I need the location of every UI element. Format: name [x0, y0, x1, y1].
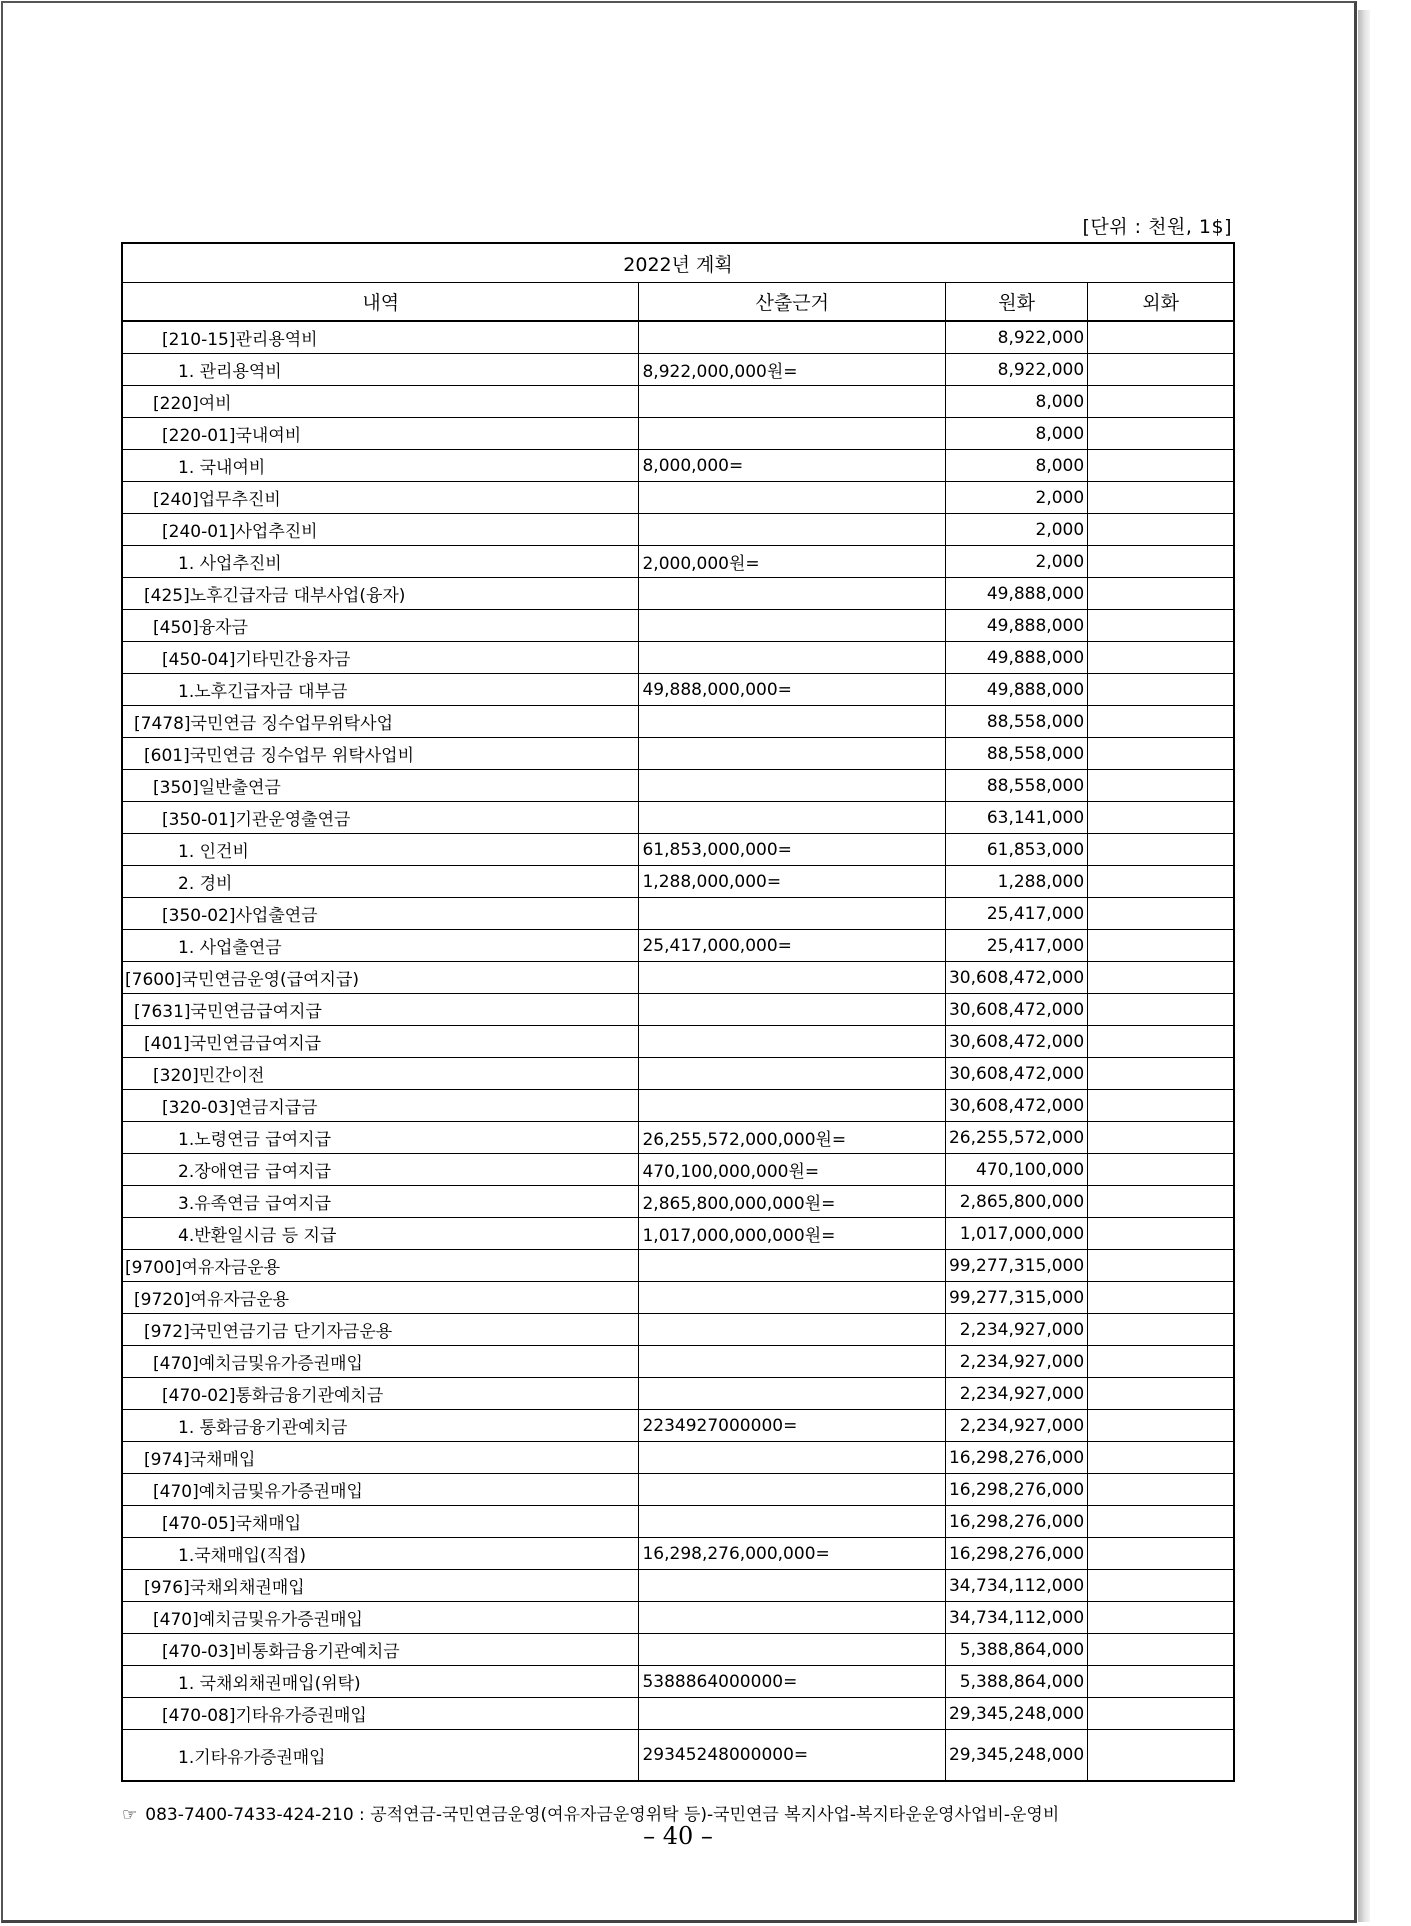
- row-foreign-amount: [1088, 1666, 1234, 1698]
- row-description: 1. 사업출연금: [122, 930, 639, 962]
- row-foreign-amount: [1088, 674, 1234, 706]
- row-calculation-basis: [639, 386, 946, 418]
- table-row: [122, 962, 1234, 994]
- row-calculation-basis: [639, 770, 946, 802]
- table-row: [122, 1538, 1234, 1570]
- table-row: [122, 1378, 1234, 1410]
- table-row: [122, 866, 1234, 898]
- row-calculation-basis: 1,017,000,000,000원=: [639, 1218, 946, 1250]
- row-krw-amount: 16,298,276,000: [945, 1506, 1087, 1538]
- row-description: [976]국채외채권매입: [122, 1570, 639, 1602]
- table-row: [122, 610, 1234, 642]
- row-krw-amount: 1,288,000: [945, 866, 1087, 898]
- row-description: [320]민간이전: [122, 1058, 639, 1090]
- row-foreign-amount: [1088, 834, 1234, 866]
- table-row: [122, 1602, 1234, 1634]
- row-krw-amount: 5,388,864,000: [945, 1634, 1087, 1666]
- row-foreign-amount: [1088, 578, 1234, 610]
- row-foreign-amount: [1088, 1026, 1234, 1058]
- row-foreign-amount: [1088, 866, 1234, 898]
- table-row: [122, 770, 1234, 802]
- row-krw-amount: 26,255,572,000: [945, 1122, 1087, 1154]
- row-calculation-basis: [639, 1634, 946, 1666]
- row-foreign-amount: [1088, 802, 1234, 834]
- row-calculation-basis: 16,298,276,000,000=: [639, 1538, 946, 1570]
- column-header-krw: 원화: [945, 283, 1087, 322]
- row-foreign-amount: [1088, 610, 1234, 642]
- row-foreign-amount: [1088, 1698, 1234, 1730]
- row-foreign-amount: [1088, 1378, 1234, 1410]
- table-body: [122, 321, 1234, 1781]
- row-krw-amount: 30,608,472,000: [945, 1090, 1087, 1122]
- row-krw-amount: 8,000: [945, 386, 1087, 418]
- row-foreign-amount: [1088, 1730, 1234, 1782]
- row-krw-amount: 49,888,000: [945, 578, 1087, 610]
- row-description: [470-05]국채매입: [122, 1506, 639, 1538]
- row-description: 1. 국내여비: [122, 450, 639, 482]
- table-row: [122, 1346, 1234, 1378]
- row-description: 1. 관리용역비: [122, 354, 639, 386]
- row-foreign-amount: [1088, 898, 1234, 930]
- row-krw-amount: 29,345,248,000: [945, 1730, 1087, 1782]
- row-calculation-basis: [639, 610, 946, 642]
- table-row: [122, 1218, 1234, 1250]
- row-foreign-amount: [1088, 1570, 1234, 1602]
- row-description: 1. 인건비: [122, 834, 639, 866]
- row-calculation-basis: 25,417,000,000=: [639, 930, 946, 962]
- row-calculation-basis: [639, 1058, 946, 1090]
- row-description: [350-02]사업출연금: [122, 898, 639, 930]
- table-row: [122, 802, 1234, 834]
- row-foreign-amount: [1088, 1410, 1234, 1442]
- row-calculation-basis: [639, 962, 946, 994]
- table-row: [122, 930, 1234, 962]
- row-calculation-basis: 2234927000000=: [639, 1410, 946, 1442]
- row-foreign-amount: [1088, 642, 1234, 674]
- row-calculation-basis: 2,865,800,000,000원=: [639, 1186, 946, 1218]
- row-calculation-basis: [639, 1570, 946, 1602]
- row-description: 1. 통화금융기관예치금: [122, 1410, 639, 1442]
- row-foreign-amount: [1088, 450, 1234, 482]
- column-header-fx: 외화: [1088, 283, 1234, 322]
- row-calculation-basis: [639, 418, 946, 450]
- row-calculation-basis: 2,000,000원=: [639, 546, 946, 578]
- table-row: [122, 834, 1234, 866]
- row-krw-amount: 16,298,276,000: [945, 1474, 1087, 1506]
- table-row: [122, 514, 1234, 546]
- row-krw-amount: 8,922,000: [945, 321, 1087, 354]
- row-description: [7631]국민연금급여지급: [122, 994, 639, 1026]
- table-title: 2022년 계획: [122, 243, 1234, 283]
- row-foreign-amount: [1088, 1602, 1234, 1634]
- row-calculation-basis: 49,888,000,000=: [639, 674, 946, 706]
- table-row: [122, 1154, 1234, 1186]
- row-description: 3.유족연금 급여지급: [122, 1186, 639, 1218]
- row-description: 1.국채매입(직접): [122, 1538, 639, 1570]
- row-description: [470]예치금및유가증권매입: [122, 1346, 639, 1378]
- row-krw-amount: 34,734,112,000: [945, 1570, 1087, 1602]
- row-calculation-basis: [639, 514, 946, 546]
- row-description: 1. 사업추진비: [122, 546, 639, 578]
- row-description: [320-03]연금지급금: [122, 1090, 639, 1122]
- table-row: [122, 1410, 1234, 1442]
- row-foreign-amount: [1088, 706, 1234, 738]
- row-calculation-basis: 5388864000000=: [639, 1666, 946, 1698]
- table-row: [122, 1474, 1234, 1506]
- row-description: [9720]여유자금운용: [122, 1282, 639, 1314]
- row-foreign-amount: [1088, 1314, 1234, 1346]
- table-row: [122, 642, 1234, 674]
- row-calculation-basis: [639, 578, 946, 610]
- row-krw-amount: 30,608,472,000: [945, 962, 1087, 994]
- row-foreign-amount: [1088, 482, 1234, 514]
- row-krw-amount: 16,298,276,000: [945, 1442, 1087, 1474]
- row-krw-amount: 2,000: [945, 546, 1087, 578]
- page-edge-shadow: [1358, 10, 1370, 1922]
- table-row: [122, 1186, 1234, 1218]
- row-description: [470-02]통화금융기관예치금: [122, 1378, 639, 1410]
- row-description: [350]일반출연금: [122, 770, 639, 802]
- row-krw-amount: 2,000: [945, 514, 1087, 546]
- row-krw-amount: 25,417,000: [945, 930, 1087, 962]
- row-calculation-basis: 1,288,000,000=: [639, 866, 946, 898]
- row-foreign-amount: [1088, 1442, 1234, 1474]
- row-krw-amount: 61,853,000: [945, 834, 1087, 866]
- table-row: [122, 386, 1234, 418]
- row-calculation-basis: [639, 482, 946, 514]
- table-row: [122, 738, 1234, 770]
- table-row: [122, 1442, 1234, 1474]
- row-calculation-basis: [639, 321, 946, 354]
- row-foreign-amount: [1088, 1634, 1234, 1666]
- row-foreign-amount: [1088, 1538, 1234, 1570]
- page-number: – 40 –: [643, 1822, 713, 1850]
- row-description: [220]여비: [122, 386, 639, 418]
- row-description: [972]국민연금기금 단기자금운용: [122, 1314, 639, 1346]
- row-description: [450]융자금: [122, 610, 639, 642]
- row-calculation-basis: [639, 642, 946, 674]
- pointing-hand-icon: ☞: [122, 1805, 138, 1825]
- row-krw-amount: 8,000: [945, 418, 1087, 450]
- row-krw-amount: 30,608,472,000: [945, 1058, 1087, 1090]
- row-krw-amount: 99,277,315,000: [945, 1250, 1087, 1282]
- row-foreign-amount: [1088, 994, 1234, 1026]
- unit-label: [단위 : 천원, 1$]: [1082, 216, 1232, 238]
- table-row: [122, 994, 1234, 1026]
- row-description: [450-04]기타민간융자금: [122, 642, 639, 674]
- row-krw-amount: 29,345,248,000: [945, 1698, 1087, 1730]
- budget-table: [121, 242, 1235, 1782]
- row-krw-amount: 8,000: [945, 450, 1087, 482]
- row-krw-amount: 30,608,472,000: [945, 994, 1087, 1026]
- row-description: [240]업무추진비: [122, 482, 639, 514]
- table-row: [122, 1506, 1234, 1538]
- row-foreign-amount: [1088, 514, 1234, 546]
- row-calculation-basis: [639, 1602, 946, 1634]
- table-row: [122, 898, 1234, 930]
- row-krw-amount: 2,234,927,000: [945, 1410, 1087, 1442]
- table-row: [122, 1250, 1234, 1282]
- row-calculation-basis: [639, 1314, 946, 1346]
- row-krw-amount: 49,888,000: [945, 610, 1087, 642]
- row-calculation-basis: [639, 1250, 946, 1282]
- row-foreign-amount: [1088, 1282, 1234, 1314]
- table-row: [122, 1282, 1234, 1314]
- table-row: [122, 674, 1234, 706]
- row-description: 2.장애연금 급여지급: [122, 1154, 639, 1186]
- row-description: [210-15]관리용역비: [122, 321, 639, 354]
- row-calculation-basis: [639, 1506, 946, 1538]
- column-header-basis: 산출근거: [639, 283, 946, 322]
- row-description: [470-08]기타유가증권매입: [122, 1698, 639, 1730]
- row-krw-amount: 49,888,000: [945, 642, 1087, 674]
- row-description: 4.반환일시금 등 지급: [122, 1218, 639, 1250]
- table-row: [122, 706, 1234, 738]
- row-calculation-basis: [639, 898, 946, 930]
- row-description: [220-01]국내여비: [122, 418, 639, 450]
- row-description: 1.노령연금 급여지급: [122, 1122, 639, 1154]
- row-description: [470-03]비통화금융기관예치금: [122, 1634, 639, 1666]
- table-row: [122, 1666, 1234, 1698]
- row-calculation-basis: [639, 1090, 946, 1122]
- row-foreign-amount: [1088, 1122, 1234, 1154]
- row-krw-amount: 5,388,864,000: [945, 1666, 1087, 1698]
- row-description: [240-01]사업추진비: [122, 514, 639, 546]
- row-calculation-basis: [639, 706, 946, 738]
- row-description: 1.노후긴급자금 대부금: [122, 674, 639, 706]
- row-foreign-amount: [1088, 1058, 1234, 1090]
- row-krw-amount: 2,000: [945, 482, 1087, 514]
- row-krw-amount: 99,277,315,000: [945, 1282, 1087, 1314]
- row-foreign-amount: [1088, 1186, 1234, 1218]
- row-calculation-basis: 8,922,000,000원=: [639, 354, 946, 386]
- table-row: [122, 1314, 1234, 1346]
- table-row: [122, 354, 1234, 386]
- row-foreign-amount: [1088, 321, 1234, 354]
- table-row: [122, 321, 1234, 354]
- table-row: [122, 1122, 1234, 1154]
- row-krw-amount: 25,417,000: [945, 898, 1087, 930]
- row-description: [401]국민연금급여지급: [122, 1026, 639, 1058]
- row-calculation-basis: 8,000,000=: [639, 450, 946, 482]
- row-foreign-amount: [1088, 354, 1234, 386]
- row-foreign-amount: [1088, 962, 1234, 994]
- table-row: [122, 546, 1234, 578]
- row-description: 1.기타유가증권매입: [122, 1730, 639, 1782]
- table-row: [122, 482, 1234, 514]
- row-calculation-basis: [639, 802, 946, 834]
- footnote-text: 083-7400-7433-424-210 : 공적연금-국민연금운영(여유자금운영위탁 등)-국민연금 복지사업-복지타운운영사업비-운영비: [145, 1805, 1060, 1825]
- table-row: [122, 1570, 1234, 1602]
- row-foreign-amount: [1088, 1090, 1234, 1122]
- row-krw-amount: 2,865,800,000: [945, 1186, 1087, 1218]
- row-calculation-basis: [639, 738, 946, 770]
- row-foreign-amount: [1088, 930, 1234, 962]
- table-row: [122, 418, 1234, 450]
- row-foreign-amount: [1088, 546, 1234, 578]
- row-calculation-basis: [639, 1346, 946, 1378]
- column-header-desc: 내역: [122, 283, 639, 322]
- table-row: [122, 1026, 1234, 1058]
- row-foreign-amount: [1088, 1506, 1234, 1538]
- row-foreign-amount: [1088, 1250, 1234, 1282]
- row-description: [425]노후긴급자금 대부사업(융자): [122, 578, 639, 610]
- row-calculation-basis: [639, 994, 946, 1026]
- row-foreign-amount: [1088, 1218, 1234, 1250]
- row-foreign-amount: [1088, 1154, 1234, 1186]
- row-foreign-amount: [1088, 1346, 1234, 1378]
- row-krw-amount: 49,888,000: [945, 674, 1087, 706]
- row-krw-amount: 2,234,927,000: [945, 1314, 1087, 1346]
- table-row: [122, 578, 1234, 610]
- row-krw-amount: 88,558,000: [945, 738, 1087, 770]
- row-description: [974]국채매입: [122, 1442, 639, 1474]
- row-description: [7600]국민연금운영(급여지급): [122, 962, 639, 994]
- row-calculation-basis: [639, 1026, 946, 1058]
- row-foreign-amount: [1088, 1474, 1234, 1506]
- table-row: [122, 1634, 1234, 1666]
- row-calculation-basis: 26,255,572,000,000원=: [639, 1122, 946, 1154]
- table-row: [122, 450, 1234, 482]
- row-description: 2. 경비: [122, 866, 639, 898]
- row-calculation-basis: 470,100,000,000원=: [639, 1154, 946, 1186]
- row-calculation-basis: [639, 1282, 946, 1314]
- row-calculation-basis: 61,853,000,000=: [639, 834, 946, 866]
- row-foreign-amount: [1088, 770, 1234, 802]
- row-krw-amount: 34,734,112,000: [945, 1602, 1087, 1634]
- row-krw-amount: 63,141,000: [945, 802, 1087, 834]
- table-row: [122, 1058, 1234, 1090]
- row-description: [9700]여유자금운용: [122, 1250, 639, 1282]
- row-description: [470]예치금및유가증권매입: [122, 1474, 639, 1506]
- row-calculation-basis: [639, 1474, 946, 1506]
- row-calculation-basis: [639, 1378, 946, 1410]
- row-description: 1. 국채외채권매입(위탁): [122, 1666, 639, 1698]
- row-krw-amount: 1,017,000,000: [945, 1218, 1087, 1250]
- row-calculation-basis: [639, 1442, 946, 1474]
- row-krw-amount: 16,298,276,000: [945, 1538, 1087, 1570]
- table-row: [122, 1090, 1234, 1122]
- row-krw-amount: 88,558,000: [945, 770, 1087, 802]
- row-krw-amount: 8,922,000: [945, 354, 1087, 386]
- row-foreign-amount: [1088, 738, 1234, 770]
- table-row: [122, 1730, 1234, 1782]
- row-krw-amount: 30,608,472,000: [945, 1026, 1087, 1058]
- row-krw-amount: 470,100,000: [945, 1154, 1087, 1186]
- row-description: [350-01]기관운영출연금: [122, 802, 639, 834]
- row-krw-amount: 2,234,927,000: [945, 1378, 1087, 1410]
- row-foreign-amount: [1088, 386, 1234, 418]
- row-description: [7478]국민연금 징수업무위탁사업: [122, 706, 639, 738]
- row-krw-amount: 2,234,927,000: [945, 1346, 1087, 1378]
- row-krw-amount: 88,558,000: [945, 706, 1087, 738]
- table-row: [122, 1698, 1234, 1730]
- row-foreign-amount: [1088, 418, 1234, 450]
- row-description: [470]예치금및유가증권매입: [122, 1602, 639, 1634]
- row-calculation-basis: [639, 1698, 946, 1730]
- row-calculation-basis: 29345248000000=: [639, 1730, 946, 1782]
- row-description: [601]국민연금 징수업무 위탁사업비: [122, 738, 639, 770]
